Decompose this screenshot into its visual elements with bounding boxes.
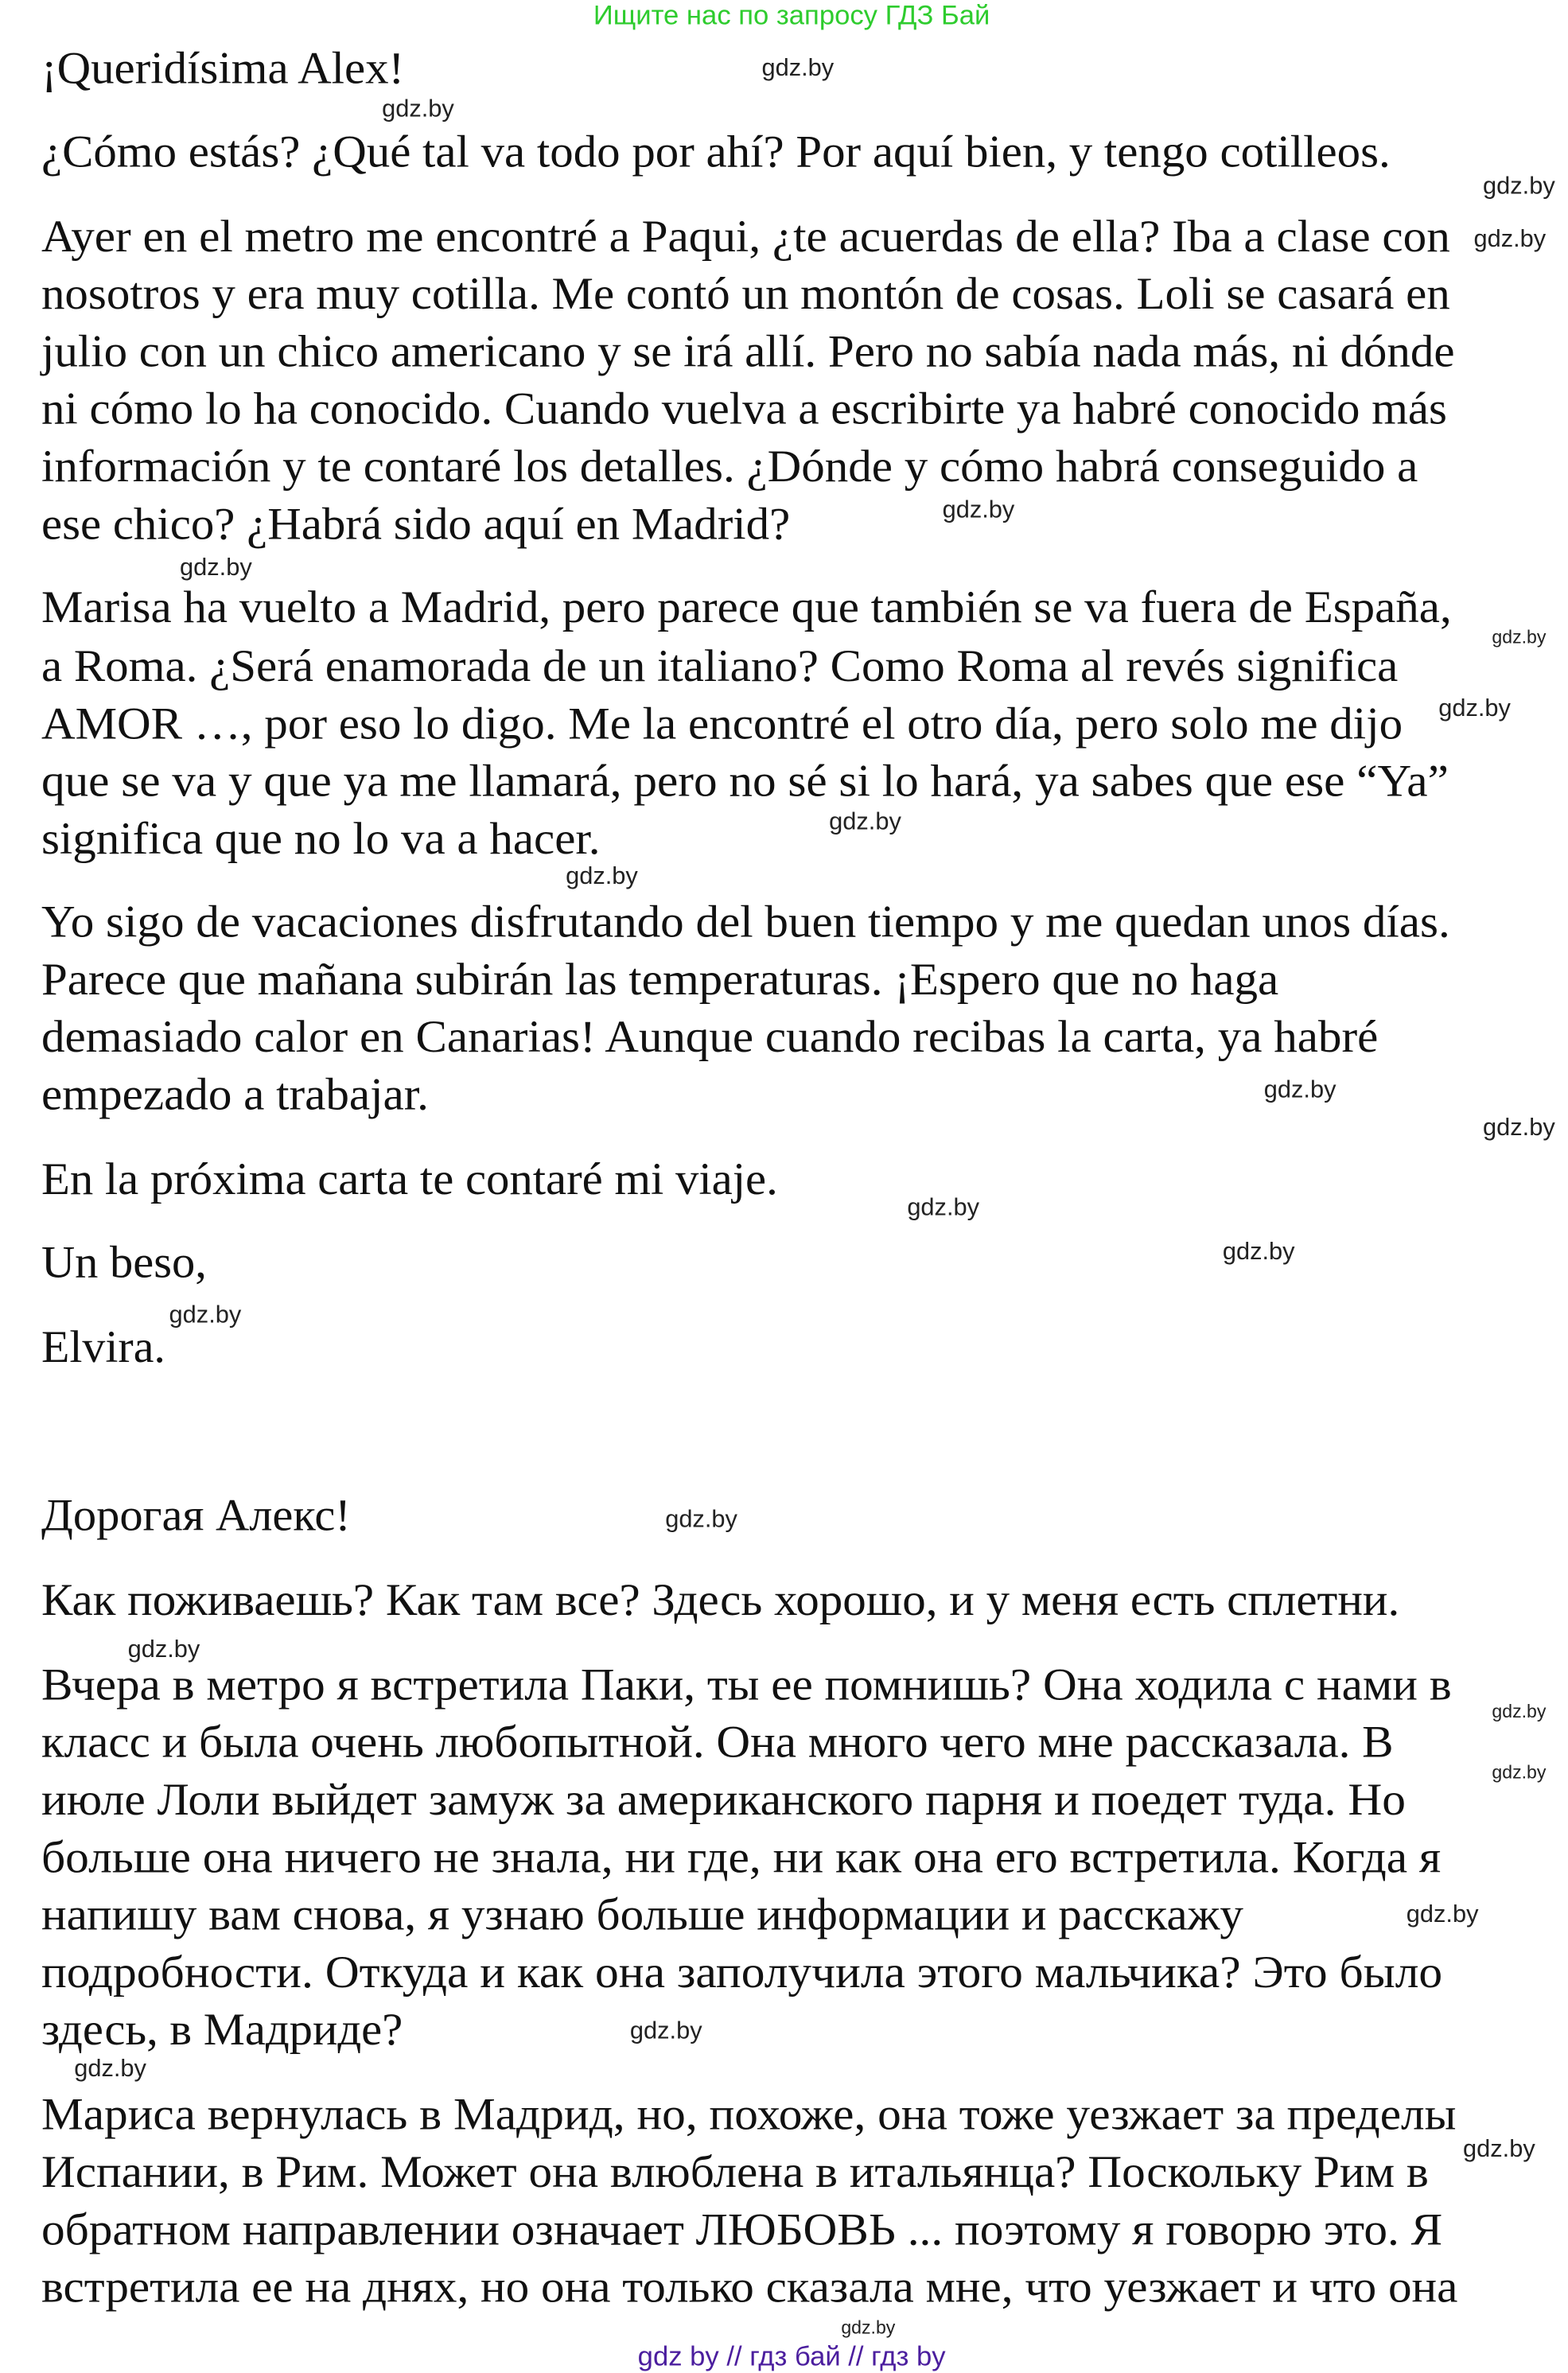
letter-line: que se va y que ya me llamará, pero no sé si lo hará, ya sabes que ese “Ya”	[41, 756, 1449, 807]
letter-line: класс и была очень любопытной. Она много чего мне рассказала. В	[41, 1718, 1394, 1768]
search-banner[interactable]: Ищите нас по запросу ГДЗ Бай	[593, 0, 990, 31]
letter-line: ni cómo lo ha conocido. Cuando vuelva a escribirte ya habré conocido más	[41, 383, 1447, 434]
watermark: gdz.by	[942, 496, 1015, 523]
letter-line: a Roma. ¿Será enamorada de un italiano? Como Roma al revés significa	[41, 641, 1399, 692]
watermark: gdz.by	[1483, 172, 1555, 200]
letter-line: Как поживаешь? Как там все? Здесь хорошо, и у меня есть сплетни.	[41, 1575, 1400, 1625]
letter-line: Un beso,	[41, 1237, 207, 1288]
watermark: gdz.by	[665, 1505, 737, 1533]
letter-line: Мариса вернулась в Мадрид, но, похоже, она тоже уезжает за пределы	[41, 2090, 1457, 2140]
watermark: gdz.by	[180, 554, 252, 581]
watermark: gdz.by	[1263, 1076, 1336, 1103]
watermark: gdz.by	[1483, 1113, 1555, 1141]
watermark: gdz.by	[841, 2317, 896, 2338]
letter-line: июле Лоли выйдет замуж за американского парня и поедет туда. Но	[41, 1775, 1406, 1825]
watermark: gdz.by	[169, 1301, 242, 1328]
letter-line: обратном направлении означает ЛЮБОВЬ ... поэтому я говорю это. Я	[41, 2204, 1443, 2255]
watermark: gdz.by	[1492, 626, 1547, 648]
watermark: gdz.by	[1406, 1900, 1479, 1928]
watermark: gdz.by	[1222, 1237, 1295, 1265]
letter-line: Ayer en el metro me encontré a Paqui, ¿te acuerdas de ella? Iba a clase con	[41, 212, 1450, 262]
letter-line: información y te contaré los detalles. ¿Dónde y cómo habrá conseguido a	[41, 442, 1418, 492]
letter-line: Вчера в метро я встретила Паки, ты ее помнишь? Она ходила с нами в	[41, 1659, 1452, 1710]
letter-line: Elvira.	[41, 1322, 165, 1373]
footer-links[interactable]: gdz by // гдз бай // гдз by	[637, 2341, 946, 2372]
letter-line: встретила ее на днях, но она только сказала мне, что уезжает и что она	[41, 2262, 1458, 2313]
watermark: gdz.by	[127, 1636, 200, 1663]
watermark: gdz.by	[74, 2055, 146, 2083]
watermark: gdz.by	[761, 54, 835, 82]
letter-line: Yo sigo de vacaciones disfrutando del buen tiempo y me quedan unos días.	[41, 897, 1450, 947]
letter-line: здесь, в Мадриде?	[41, 2005, 403, 2056]
letter-line: En la próxima carta te contaré mi viaje.	[41, 1154, 778, 1204]
letter-line: Marisa ha vuelto a Madrid, pero parece que también se va fuera de España,	[41, 582, 1452, 632]
letter-line: significa que no lo va a hacer.	[41, 814, 601, 864]
letter-line: nosotros y era muy cotilla. Me contó un montón de cosas. Loli se casará en	[41, 269, 1450, 320]
letter-line: подробности. Откуда и как она заполучила этого мальчика? Это было	[41, 1947, 1443, 1998]
watermark: gdz.by	[382, 95, 454, 123]
watermark: gdz.by	[1438, 694, 1511, 722]
letter-line: Дорогая Алекс!	[41, 1490, 351, 1541]
watermark: gdz.by	[1492, 1701, 1547, 1722]
letter-line: ¿Cómo estás? ¿Qué tal va todo por ahí? Por aquí bien, y tengo cotilleos.	[41, 126, 1391, 177]
watermark: gdz.by	[1473, 225, 1547, 253]
letter-line: AMOR …, por eso lo digo. Me la encontré el otro día, pero solo me dijo	[41, 698, 1403, 749]
letter-line: empezado a trabajar.	[41, 1069, 429, 1120]
watermark: gdz.by	[829, 807, 901, 835]
watermark: gdz.by	[629, 2017, 702, 2044]
letter-line: Испании, в Рим. Может она влюблена в итальянца? Поскольку Рим в	[41, 2147, 1429, 2197]
letter-line: напишу вам снова, я узнаю больше информации и расскажу	[41, 1889, 1244, 1940]
watermark: gdz.by	[907, 1193, 980, 1221]
letter-line: ese chico? ¿Habrá sido aquí en Madrid?	[41, 499, 791, 550]
letter-line: больше она ничего не знала, ни где, ни как она его встретила. Когда я	[41, 1832, 1442, 1883]
letter-line: julio con un chico americano y se irá allí. Pero no sabía nada más, ni dónde	[39, 326, 1455, 377]
watermark: gdz.by	[566, 862, 638, 889]
watermark: gdz.by	[1492, 1761, 1547, 1783]
letter-line: ¡Queridísima Alex!	[41, 43, 405, 94]
letter-line: demasiado calor en Canarias! Aunque cuando recibas la carta, ya habré	[41, 1012, 1379, 1063]
watermark: gdz.by	[1463, 2135, 1535, 2162]
letter-line: Parece que mañana subirán las temperaturas. ¡Espero que no haga	[41, 955, 1279, 1005]
